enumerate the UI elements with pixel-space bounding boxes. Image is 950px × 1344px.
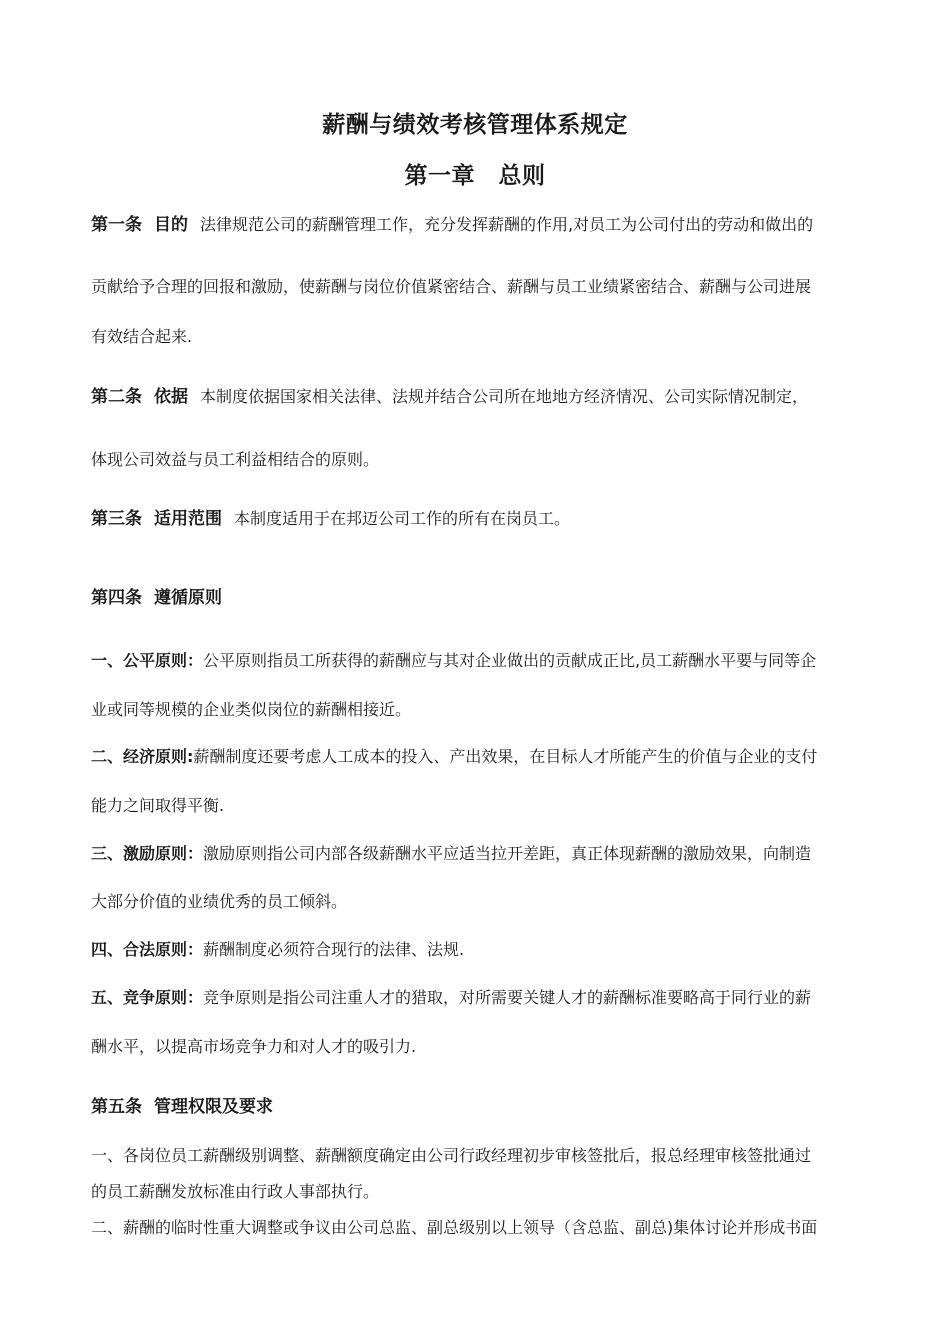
article-3-line-1	[91, 508, 570, 530]
article-1-text: 法律规范公司的薪酬管理工作，充分发挥薪酬的作用,对员工为公司付出的劳动和做出的	[200, 215, 814, 234]
article-4-label: 第四条	[91, 588, 142, 608]
principle-5-line-2: 酬水平，以提高市场竞争力和对人才的吸引力.	[91, 1037, 417, 1056]
principle-4-line-1	[91, 939, 464, 961]
article-5-item-1-line-2: 的员工薪酬发放标准由行政人事部执行。	[91, 1182, 380, 1201]
principle-2-text: 薪酬制度还要考虑人工成本的投入、产出效果，在目标人才所能产生的价值与企业的支付	[193, 747, 818, 766]
article-2-label: 第二条	[91, 387, 142, 407]
principle-1-text: 公平原则指员工所获得的薪酬应与其对企业做出的贡献成正比,员工薪酬水平要与同等企	[203, 651, 817, 670]
principle-2-line-2: 能力之间取得平衡.	[91, 796, 225, 815]
principle-4-text: 薪酬制度必须符合现行的法律、法规.	[203, 940, 465, 959]
principle-5-label: 五、竞争原则：	[91, 988, 204, 1007]
principle-3-label: 三、激励原则：	[91, 844, 204, 863]
principle-4-label: 四、合法原则：	[91, 940, 204, 959]
article-1-line-2: 贡献给予合理的回报和激励，使薪酬与岗位价值紧密结合、薪酬与员工业绩紧密结合、薪酬与公司进展	[91, 277, 812, 296]
principle-5-line-1	[91, 987, 811, 1009]
article-3-label: 第三条	[91, 509, 142, 529]
chapter-title: 第一章 总则	[404, 163, 546, 189]
principle-3-line-2: 大部分价值的业绩优秀的员工倾斜。	[91, 892, 348, 911]
article-4-heading: 遵循原则	[154, 588, 222, 608]
principle-3-text: 激励原则指公司内部各级薪酬水平应适当拉开差距，真正体现薪酬的激励效果，向制造	[203, 844, 812, 863]
article-1-label: 第一条	[91, 215, 142, 235]
article-5-label: 第五条	[91, 1097, 142, 1117]
principle-1-line-1	[91, 650, 816, 672]
article-2-text: 本制度依据国家相关法律、法规并结合公司所在地地方经济情况、公司实际情况制定，	[200, 387, 809, 406]
article-1-heading: 目的	[154, 215, 188, 235]
article-2-line-1	[91, 386, 808, 408]
article-4-heading-line	[91, 587, 222, 609]
principle-1-line-2: 业或同等规模的企业类似岗位的薪酬相接近。	[91, 700, 412, 719]
principle-2-line-1	[91, 746, 817, 768]
article-5-heading: 管理权限及要求	[154, 1097, 273, 1117]
article-1-line-3: 有效结合起来.	[91, 327, 193, 346]
article-5-item-2-line-1: 二、薪酬的临时性重大调整或争议由公司总监、副总级别以上领导（含总监、副总)集体讨论并形成书面	[91, 1218, 818, 1237]
article-2-line-2: 体现公司效益与员工利益相结合的原则。	[91, 450, 380, 469]
article-2-heading: 依据	[154, 387, 188, 407]
principle-3-line-1	[91, 843, 811, 865]
principle-5-text: 竞争原则是指公司注重人才的猎取，对所需要关键人才的薪酬标准要略高于同行业的薪	[203, 988, 812, 1007]
principle-2-label: 二、经济原则:	[91, 747, 194, 766]
article-5-heading-line	[91, 1096, 273, 1118]
article-3-heading: 适用范围	[154, 509, 222, 529]
article-3-text: 本制度适用于在邦迈公司工作的所有在岗员工。	[234, 509, 571, 528]
document-title: 薪酬与绩效考核管理体系规定	[322, 112, 628, 138]
article-1-line-1	[91, 214, 813, 236]
principle-1-label: 一、公平原则：	[91, 651, 204, 670]
article-5-item-1-line-1: 一、各岗位员工薪酬级别调整、薪酬额度确定由公司行政经理初步审核签批后，报总经理审核签批通过	[91, 1146, 812, 1165]
